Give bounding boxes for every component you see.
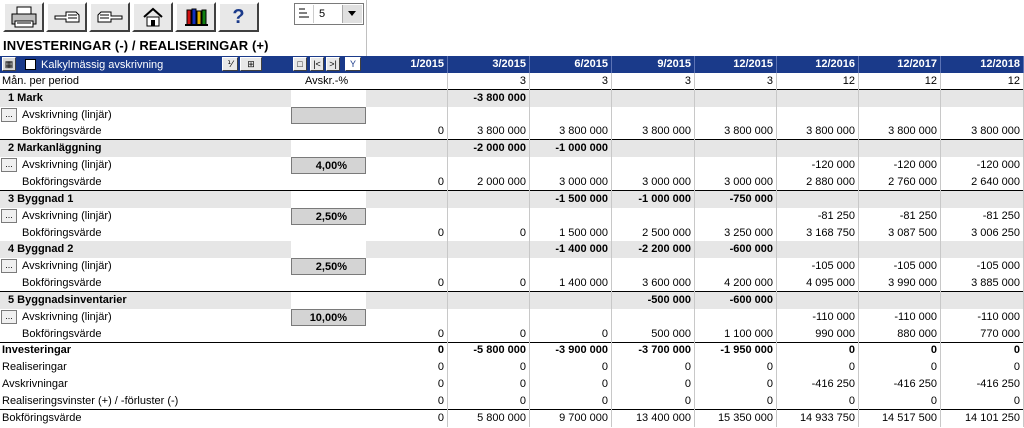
depreciation-cell[interactable] [366,258,448,275]
depreciation-cell[interactable]: -110 000 [859,309,941,326]
print-button[interactable] [3,2,44,32]
total-cell[interactable]: 0 [695,393,777,410]
total-cell[interactable]: 0 [695,359,777,376]
investment-cell[interactable] [777,241,859,258]
period-header[interactable]: 6/2015 [530,56,612,73]
period-select-value: 5 [319,8,326,20]
book-value-cell[interactable]: 3 800 000 [859,123,941,140]
table-view-icon[interactable]: ⊞ [240,57,262,71]
calc-icon[interactable]: ⅟ [222,57,238,71]
print-icon [9,5,39,29]
book-value-cell[interactable]: 3 250 000 [695,225,777,242]
depreciation-details-button[interactable]: ... [1,108,17,122]
investment-cell[interactable]: -500 000 [613,292,695,309]
next-column-icon[interactable]: >| [326,57,340,71]
depreciation-cell[interactable] [613,157,695,174]
depreciation-cell[interactable] [448,208,530,225]
help-icon: ? [232,5,245,28]
period-header[interactable]: 9/2015 [613,56,695,73]
total-cell[interactable]: -5 800 000 [448,342,530,359]
books-icon [181,5,211,29]
total-cell[interactable]: -3 700 000 [613,342,695,359]
depreciation-cell[interactable] [530,258,612,275]
depreciation-cell[interactable]: -105 000 [859,258,941,275]
total-cell[interactable]: -416 250 [859,376,941,393]
hand-right-icon [95,5,125,29]
book-value-cell[interactable]: 2 000 000 [448,174,530,191]
total-cell[interactable]: 0 [859,359,941,376]
asset-title: 2 Markanläggning [8,142,102,154]
book-value-label: Bokföringsvärde [22,328,102,340]
total-cell[interactable]: 0 [941,342,1024,359]
depreciation-details-button[interactable]: ... [1,209,17,223]
depreciation-row [0,258,1024,275]
book-value-row [0,225,1024,242]
investment-cell[interactable] [941,90,1024,107]
book-value-cell[interactable]: 3 800 000 [695,123,777,140]
investment-cell[interactable]: -1 500 000 [530,191,612,208]
depreciation-row [0,157,1024,174]
book-value-cell[interactable]: 0 [448,275,530,292]
book-value-cell[interactable]: 4 095 000 [777,275,859,292]
depreciation-cell[interactable] [695,208,777,225]
total-cell[interactable]: -416 250 [777,376,859,393]
depreciation-pct-input[interactable]: 2,50% [291,208,366,225]
total-cell[interactable]: 0 [941,393,1024,410]
asset-title: 5 Byggnadsinventarier [8,294,127,306]
depreciation-details-button[interactable]: ... [1,158,17,172]
book-value-cell[interactable]: 4 200 000 [695,275,777,292]
depreciation-cell[interactable]: -81 250 [777,208,859,225]
book-value-cell[interactable]: 3 800 000 [530,123,612,140]
investment-cell[interactable] [859,140,941,157]
book-value-cell[interactable]: 3 000 000 [695,174,777,191]
depreciation-pct-input[interactable]: 4,00% [291,157,366,174]
investment-cell[interactable] [613,140,695,157]
total-cell[interactable]: -1 950 000 [695,342,777,359]
total-cell[interactable]: 0 [366,342,448,359]
depreciation-row [0,208,1024,225]
depreciation-cell[interactable] [941,107,1024,124]
months-per-period-label: Mån. per period [2,75,80,87]
months-per-period-row [0,73,1024,90]
depreciation-cell[interactable] [530,208,612,225]
total-cell[interactable]: 0 [448,376,530,393]
total-cell[interactable]: 0 [859,342,941,359]
months-cell[interactable] [366,73,448,90]
total-cell[interactable]: 0 [530,393,612,410]
book-value-cell[interactable]: 0 [366,275,448,292]
book-value-cell[interactable]: 3 885 000 [941,275,1024,292]
depr-pct-header: Avskr.-% [305,75,349,87]
investment-cell[interactable]: -1 000 000 [613,191,695,208]
book-value-cell[interactable]: 500 000 [613,326,695,343]
investment-cell[interactable] [448,241,530,258]
depreciation-cell[interactable] [366,309,448,326]
total-cell[interactable]: 0 [695,376,777,393]
months-cell[interactable]: 12 [941,73,1024,90]
total-cell[interactable]: 0 [777,359,859,376]
investment-cell[interactable] [777,140,859,157]
investment-cell[interactable] [777,90,859,107]
page-title: INVESTERINGAR (-) / REALISERINGAR (+) [3,38,269,53]
book-value-cell[interactable]: 2 760 000 [859,174,941,191]
investment-cell[interactable] [941,292,1024,309]
book-value-cell[interactable]: 1 400 000 [530,275,612,292]
investment-cell[interactable] [777,292,859,309]
period-header[interactable]: 12/2018 [941,56,1024,73]
asset-title-row [0,140,1024,157]
depreciation-pct-input[interactable]: 10,00% [291,309,366,326]
depreciation-pct-input[interactable] [291,107,366,124]
investment-cell[interactable] [448,292,530,309]
depreciation-cell[interactable] [695,258,777,275]
months-cell[interactable]: 3 [530,73,612,90]
investment-cell[interactable]: -600 000 [695,241,777,258]
asset-title-row [0,191,1024,208]
book-value-cell[interactable]: 0 [366,326,448,343]
depreciation-cell[interactable] [366,208,448,225]
depreciation-cell[interactable]: -81 250 [859,208,941,225]
book-value-row [0,123,1024,140]
book-value-cell[interactable]: 3 168 750 [777,225,859,242]
depreciation-cell[interactable] [613,208,695,225]
previous-button[interactable] [46,2,87,32]
total-cell[interactable]: 0 [448,359,530,376]
book-value-cell[interactable]: 3 006 250 [941,225,1024,242]
depreciation-label: Avskrivning (linjär) [22,311,112,323]
list-icon [296,5,314,23]
total-row [0,410,1024,427]
depreciation-details-button[interactable]: ... [1,310,17,324]
total-cell[interactable]: 0 [448,393,530,410]
book-value-cell[interactable]: 3 600 000 [613,275,695,292]
period-header[interactable]: 12/2017 [859,56,941,73]
investment-cell[interactable]: -750 000 [695,191,777,208]
depreciation-cell[interactable]: -120 000 [859,157,941,174]
depreciation-cell[interactable] [530,157,612,174]
book-value-cell[interactable]: 3 000 000 [613,174,695,191]
investment-cell[interactable] [859,241,941,258]
investment-cell[interactable] [366,90,448,107]
book-value-cell[interactable]: 3 800 000 [448,123,530,140]
book-value-cell[interactable]: 880 000 [859,326,941,343]
total-cell[interactable]: 0 [366,359,448,376]
investment-cell[interactable] [366,140,448,157]
book-value-cell[interactable]: 2 640 000 [941,174,1024,191]
filter-icon[interactable]: Y [345,57,361,71]
total-label: Realiseringsvinster (+) / -förluster (-) [2,395,179,407]
depreciation-cell[interactable] [448,157,530,174]
investment-cell[interactable] [941,241,1024,258]
investment-cell[interactable] [941,140,1024,157]
book-value-cell[interactable]: 1 100 000 [695,326,777,343]
asset-title: 4 Byggnad 2 [8,243,74,255]
book-value-row [0,326,1024,343]
asset-title-row [0,241,1024,258]
book-value-cell[interactable]: 0 [366,174,448,191]
total-label: Bokföringsvärde [2,412,82,424]
prev-column-icon[interactable]: |< [310,57,324,71]
calc-depreciation-label: Kalkylmässig avskrivning [41,59,164,71]
depreciation-cell[interactable]: -105 000 [941,258,1024,275]
depreciation-cell[interactable] [530,309,612,326]
period-select[interactable] [294,3,364,25]
book-value-label: Bokföringsvärde [22,277,102,289]
total-cell[interactable]: 0 [777,393,859,410]
period-header[interactable]: 12/2015 [695,56,777,73]
total-cell[interactable]: 0 [530,359,612,376]
investment-cell[interactable] [530,292,612,309]
asset-title: 3 Byggnad 1 [8,193,74,205]
total-row [0,393,1024,410]
asset-title: 1 Mark [8,92,43,104]
book-value-label: Bokföringsvärde [22,227,102,239]
depreciation-cell[interactable] [448,309,530,326]
investment-cell[interactable] [530,90,612,107]
home-icon [138,5,168,29]
total-cell[interactable]: 14 517 500 [859,410,941,427]
investment-cell[interactable] [366,241,448,258]
total-cell[interactable]: -3 900 000 [530,342,612,359]
book-value-label: Bokföringsvärde [22,176,102,188]
total-row [0,376,1024,393]
book-value-label: Bokföringsvärde [22,125,102,137]
book-value-row [0,275,1024,292]
investment-cell[interactable]: -2 200 000 [613,241,695,258]
total-cell[interactable]: 14 933 750 [777,410,859,427]
total-cell[interactable]: 0 [941,359,1024,376]
total-cell[interactable]: 0 [366,376,448,393]
depreciation-cell[interactable] [530,107,612,124]
depreciation-cell[interactable] [448,107,530,124]
investment-cell[interactable]: -2 000 000 [448,140,530,157]
total-cell[interactable]: -416 250 [941,376,1024,393]
depreciation-details-button[interactable]: ... [1,259,17,273]
depreciation-cell[interactable]: -110 000 [777,309,859,326]
period-header[interactable]: 3/2015 [448,56,530,73]
depreciation-cell[interactable] [695,107,777,124]
total-cell[interactable]: 0 [530,376,612,393]
book-value-cell[interactable]: 3 800 000 [777,123,859,140]
book-value-cell[interactable]: 0 [366,123,448,140]
toolbar [0,0,1024,37]
investment-cell[interactable] [448,191,530,208]
depreciation-cell[interactable]: -110 000 [941,309,1024,326]
book-value-cell[interactable]: 3 800 000 [613,123,695,140]
months-cell[interactable]: 3 [613,73,695,90]
depreciation-cell[interactable] [777,107,859,124]
total-cell[interactable]: 9 700 000 [530,410,612,427]
depreciation-cell[interactable] [695,157,777,174]
book-value-cell[interactable]: 990 000 [777,326,859,343]
investment-cell[interactable] [777,191,859,208]
depreciation-cell[interactable] [695,309,777,326]
total-cell[interactable]: 0 [613,359,695,376]
depreciation-cell[interactable]: -81 250 [941,208,1024,225]
total-cell[interactable]: 0 [366,410,448,427]
total-cell[interactable]: 0 [777,342,859,359]
depreciation-cell[interactable] [613,107,695,124]
total-cell[interactable]: 0 [613,393,695,410]
depreciation-cell[interactable]: -120 000 [777,157,859,174]
depreciation-cell[interactable] [366,157,448,174]
investment-cell[interactable] [695,140,777,157]
investment-cell[interactable]: -1 000 000 [530,140,612,157]
depreciation-cell[interactable]: -120 000 [941,157,1024,174]
book-value-cell[interactable]: 0 [448,326,530,343]
book-value-cell[interactable]: 3 087 500 [859,225,941,242]
book-value-row [0,174,1024,191]
total-cell[interactable]: 0 [859,393,941,410]
period-header[interactable]: 1/2015 [366,56,448,73]
book-value-cell[interactable]: 0 [448,225,530,242]
depreciation-cell[interactable] [366,107,448,124]
depreciation-row [0,107,1024,124]
investment-cell[interactable] [366,191,448,208]
book-value-cell[interactable]: 1 500 000 [530,225,612,242]
months-cell[interactable]: 12 [859,73,941,90]
depreciation-label: Avskrivning (linjär) [22,260,112,272]
investment-cell[interactable]: -1 400 000 [530,241,612,258]
book-value-cell[interactable]: 2 880 000 [777,174,859,191]
grid-menu-icon[interactable]: ▦ [2,57,16,71]
header-row [0,56,1024,73]
investment-cell[interactable] [941,191,1024,208]
calc-depreciation-checkbox[interactable] [25,59,36,70]
book-value-cell[interactable]: 770 000 [941,326,1024,343]
chevron-down-icon[interactable] [342,5,362,23]
total-cell[interactable]: 5 800 000 [448,410,530,427]
total-cell[interactable]: 0 [613,376,695,393]
help-button[interactable] [218,2,259,32]
investment-cell[interactable] [859,292,941,309]
period-header[interactable]: 12/2016 [777,56,859,73]
months-cell[interactable]: 12 [777,73,859,90]
total-label: Realiseringar [2,361,67,373]
separator [366,0,367,56]
depreciation-label: Avskrivning (linjär) [22,109,112,121]
months-cell[interactable]: 3 [448,73,530,90]
book-value-cell[interactable]: 0 [366,225,448,242]
depreciation-cell[interactable] [613,309,695,326]
investment-cell[interactable]: -600 000 [695,292,777,309]
total-row [0,359,1024,376]
asset-title-row [0,90,1024,107]
asset-title-row [0,292,1024,309]
book-value-cell[interactable]: 2 500 000 [613,225,695,242]
depreciation-cell[interactable]: -105 000 [777,258,859,275]
library-button[interactable] [175,2,216,32]
next-button[interactable] [89,2,130,32]
book-value-cell[interactable]: 3 000 000 [530,174,612,191]
investment-cell[interactable] [613,90,695,107]
hand-left-icon [52,5,82,29]
depreciation-cell[interactable] [613,258,695,275]
investment-cell[interactable] [366,292,448,309]
total-cell[interactable]: 13 400 000 [613,410,695,427]
depreciation-label: Avskrivning (linjär) [22,159,112,171]
book-value-cell[interactable]: 0 [530,326,612,343]
investment-cell[interactable] [859,191,941,208]
total-label: Investeringar [2,344,72,356]
investment-cell[interactable]: -3 800 000 [448,90,530,107]
total-cell[interactable]: 15 350 000 [695,410,777,427]
depreciation-cell[interactable] [448,258,530,275]
depreciation-row [0,309,1024,326]
depreciation-pct-input[interactable]: 2,50% [291,258,366,275]
depreciation-cell[interactable] [859,107,941,124]
square-icon[interactable]: □ [293,57,307,71]
depreciation-label: Avskrivning (linjär) [22,210,112,222]
total-cell[interactable]: 0 [366,393,448,410]
total-row [0,342,1024,359]
months-cell[interactable]: 3 [695,73,777,90]
book-value-cell[interactable]: 3 800 000 [941,123,1024,140]
investment-cell[interactable] [695,90,777,107]
home-button[interactable] [132,2,173,32]
total-label: Avskrivningar [2,378,68,390]
total-cell[interactable]: 14 101 250 [941,410,1024,427]
investment-cell[interactable] [859,90,941,107]
book-value-cell[interactable]: 3 990 000 [859,275,941,292]
